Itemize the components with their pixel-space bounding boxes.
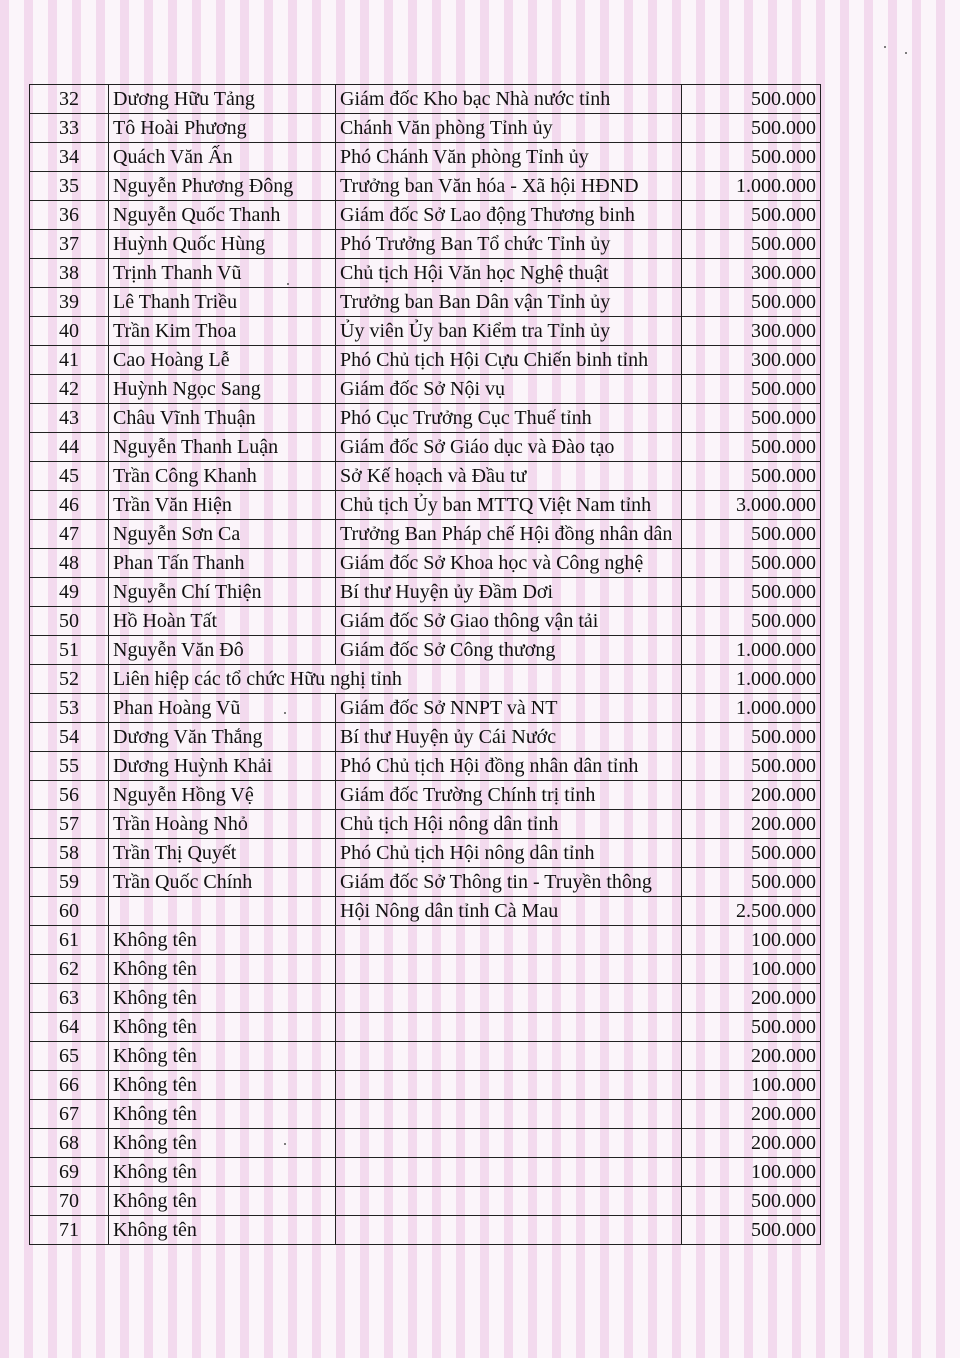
donation-amount: 100.000 [682, 1158, 821, 1187]
table-row [30, 984, 821, 1013]
donor-name: Phan Tấn Thanh [109, 549, 336, 578]
table-row [30, 491, 821, 520]
donation-amount: 300.000 [682, 259, 821, 288]
donor-name: Nguyễn Sơn Ca [109, 520, 336, 549]
row-number: 34 [30, 143, 109, 172]
row-number: 70 [30, 1187, 109, 1216]
donation-amount: 500.000 [682, 114, 821, 143]
table-row [30, 1042, 821, 1071]
donor-name: Không tên [109, 984, 336, 1013]
donation-amount: 500.000 [682, 723, 821, 752]
donor-name: Không tên [109, 926, 336, 955]
table-row [30, 1216, 821, 1245]
donor-name: Huỳnh Quốc Hùng [109, 230, 336, 259]
donor-name: Châu Vĩnh Thuận [109, 404, 336, 433]
donor-name: Không tên [109, 955, 336, 984]
donor-position: Ủy viên Ủy ban Kiểm tra Tỉnh ủy [336, 317, 682, 346]
row-number: 38 [30, 259, 109, 288]
table-row [30, 85, 821, 114]
table-row [30, 404, 821, 433]
row-number: 40 [30, 317, 109, 346]
donor-name: Trần Thị Quyết [109, 839, 336, 868]
donor-name: Nguyễn Chí Thiện [109, 578, 336, 607]
donation-table [29, 84, 821, 1245]
donation-amount: 500.000 [682, 288, 821, 317]
table-row [30, 578, 821, 607]
donor-position: Trưởng ban Văn hóa - Xã hội HĐND [336, 172, 682, 201]
donor-position: Hội Nông dân tỉnh Cà Mau [336, 897, 682, 926]
donor-position: Giám đốc Sở Thông tin - Truyền thông [336, 868, 682, 897]
donation-amount: 200.000 [682, 810, 821, 839]
table-row [30, 1187, 821, 1216]
donation-amount: 100.000 [682, 1071, 821, 1100]
donation-amount: 500.000 [682, 1216, 821, 1245]
donation-amount: 300.000 [682, 317, 821, 346]
donor-position: Phó Chủ tịch Hội đồng nhân dân tỉnh [336, 752, 682, 781]
row-number: 33 [30, 114, 109, 143]
donation-amount: 500.000 [682, 752, 821, 781]
donor-name: Trần Kim Thoa [109, 317, 336, 346]
donor-position: Giám đốc Sở Nội vụ [336, 375, 682, 404]
table-row [30, 375, 821, 404]
donation-amount: 500.000 [682, 143, 821, 172]
row-number: 54 [30, 723, 109, 752]
table-row [30, 752, 821, 781]
donation-amount: 500.000 [682, 230, 821, 259]
row-number: 49 [30, 578, 109, 607]
donor-name: Dương Hữu Tảng [109, 85, 336, 114]
donation-amount: 500.000 [682, 462, 821, 491]
row-number: 48 [30, 549, 109, 578]
table-row [30, 1071, 821, 1100]
donor-position [336, 1042, 682, 1071]
donation-amount: 500.000 [682, 1013, 821, 1042]
table-row [30, 1013, 821, 1042]
table-row [30, 1129, 821, 1158]
donor-position: Phó Cục Trưởng Cục Thuế tỉnh [336, 404, 682, 433]
donor-position [336, 1100, 682, 1129]
donor-name: Lê Thanh Triều [109, 288, 336, 317]
donor-position: Trưởng Ban Pháp chế Hội đồng nhân dân [336, 520, 682, 549]
donor-name: Dương Văn Thắng [109, 723, 336, 752]
donor-name: Không tên [109, 1100, 336, 1129]
donation-amount: 500.000 [682, 520, 821, 549]
table-row [30, 201, 821, 230]
donor-name: Nguyễn Phương Đông [109, 172, 336, 201]
table-row [30, 926, 821, 955]
table-row [30, 143, 821, 172]
donor-position: Giám đốc Sở Giao thông vận tải [336, 607, 682, 636]
donor-name: Trần Hoàng Nhỏ [109, 810, 336, 839]
donor-position: Giám đốc Trường Chính trị tỉnh [336, 781, 682, 810]
table-row [30, 259, 821, 288]
table-row [30, 433, 821, 462]
donor-name: Trần Công Khanh [109, 462, 336, 491]
donation-amount: 500.000 [682, 839, 821, 868]
donor-position: Chủ tịch Ủy ban MTTQ Việt Nam tỉnh [336, 491, 682, 520]
row-number: 63 [30, 984, 109, 1013]
donor-position: Chủ tịch Hội nông dân tỉnh [336, 810, 682, 839]
row-number: 59 [30, 868, 109, 897]
row-number: 69 [30, 1158, 109, 1187]
donor-position: Trưởng ban Ban Dân vận Tỉnh ủy [336, 288, 682, 317]
donor-name: Quách Văn Ấn [109, 143, 336, 172]
donor-name: Tô Hoài Phương [109, 114, 336, 143]
donation-amount: 2.500.000 [682, 897, 821, 926]
row-number: 67 [30, 1100, 109, 1129]
donor-position [336, 1071, 682, 1100]
table-row [30, 230, 821, 259]
row-number: 55 [30, 752, 109, 781]
donor-name: Nguyễn Hồng Vệ [109, 781, 336, 810]
donor-name: Nguyễn Văn Đô [109, 636, 336, 665]
donor-position: Phó Trưởng Ban Tổ chức Tỉnh ủy [336, 230, 682, 259]
row-number: 44 [30, 433, 109, 462]
donation-amount: 500.000 [682, 607, 821, 636]
row-number: 36 [30, 201, 109, 230]
row-number: 46 [30, 491, 109, 520]
donation-amount: 500.000 [682, 375, 821, 404]
row-number: 62 [30, 955, 109, 984]
table-row [30, 955, 821, 984]
donor-name: Không tên [109, 1013, 336, 1042]
donor-position [336, 984, 682, 1013]
table-row [30, 723, 821, 752]
donor-position: Chủ tịch Hội Văn học Nghệ thuật [336, 259, 682, 288]
donation-amount: 500.000 [682, 201, 821, 230]
row-number: 71 [30, 1216, 109, 1245]
table-row [30, 317, 821, 346]
row-number: 57 [30, 810, 109, 839]
donor-name: Trịnh Thanh Vũ [109, 259, 336, 288]
scan-speck [884, 46, 886, 48]
donor-name: Không tên [109, 1042, 336, 1071]
table-row [30, 839, 821, 868]
table-body [30, 85, 821, 1245]
donation-amount: 1.000.000 [682, 636, 821, 665]
donor-name: Trần Văn Hiện [109, 491, 336, 520]
donor-position [336, 926, 682, 955]
donor-position: Giám đốc Sở Lao động Thương binh [336, 201, 682, 230]
donation-amount: 1.000.000 [682, 665, 821, 694]
table-row [30, 462, 821, 491]
organization-name: Liên hiệp các tổ chức Hữu nghị tỉnh [109, 665, 682, 694]
row-number: 45 [30, 462, 109, 491]
row-number: 58 [30, 839, 109, 868]
donation-amount: 200.000 [682, 1129, 821, 1158]
donor-name: Không tên [109, 1071, 336, 1100]
donor-position: Giám đốc Sở NNPT và NT [336, 694, 682, 723]
donation-amount: 300.000 [682, 346, 821, 375]
donor-position [336, 1158, 682, 1187]
donor-name: Phan Hoàng Vũ [109, 694, 336, 723]
donation-amount: 200.000 [682, 984, 821, 1013]
table-row [30, 172, 821, 201]
row-number: 68 [30, 1129, 109, 1158]
row-number: 32 [30, 85, 109, 114]
donor-name: Cao Hoàng Lễ [109, 346, 336, 375]
row-number: 65 [30, 1042, 109, 1071]
row-number: 47 [30, 520, 109, 549]
donation-amount: 500.000 [682, 549, 821, 578]
donation-amount: 500.000 [682, 85, 821, 114]
donor-name: Nguyễn Thanh Luận [109, 433, 336, 462]
donor-position: Giám đốc Sở Công thương [336, 636, 682, 665]
table-row [30, 114, 821, 143]
donor-name: Dương Huỳnh Khải [109, 752, 336, 781]
donor-name [109, 897, 336, 926]
donor-position: Chánh Văn phòng Tỉnh ủy [336, 114, 682, 143]
donation-amount: 200.000 [682, 1100, 821, 1129]
row-number: 52 [30, 665, 109, 694]
donation-amount: 200.000 [682, 781, 821, 810]
table-row [30, 665, 821, 694]
donor-position [336, 1216, 682, 1245]
table-row [30, 781, 821, 810]
table-row [30, 1100, 821, 1129]
table-row [30, 694, 821, 723]
donor-position [336, 1187, 682, 1216]
donation-amount: 500.000 [682, 404, 821, 433]
donor-position [336, 1129, 682, 1158]
donation-amount: 500.000 [682, 578, 821, 607]
donation-amount: 100.000 [682, 955, 821, 984]
donor-position [336, 955, 682, 984]
donor-position: Phó Chủ tịch Hội Cựu Chiến binh tỉnh [336, 346, 682, 375]
row-number: 60 [30, 897, 109, 926]
row-number: 56 [30, 781, 109, 810]
row-number: 43 [30, 404, 109, 433]
donor-position: Bí thư Huyện ủy Cái Nước [336, 723, 682, 752]
row-number: 53 [30, 694, 109, 723]
donation-amount: 1.000.000 [682, 172, 821, 201]
table-row [30, 897, 821, 926]
table-row [30, 636, 821, 665]
donor-name: Hồ Hoàn Tất [109, 607, 336, 636]
donation-amount: 100.000 [682, 926, 821, 955]
donor-position: Giám đốc Sở Khoa học và Công nghệ [336, 549, 682, 578]
table-row [30, 810, 821, 839]
table-row [30, 346, 821, 375]
table-row [30, 868, 821, 897]
row-number: 51 [30, 636, 109, 665]
donation-amount: 3.000.000 [682, 491, 821, 520]
donor-name: Nguyễn Quốc Thanh [109, 201, 336, 230]
donor-position: Giám đốc Sở Giáo dục và Đào tạo [336, 433, 682, 462]
donation-amount: 500.000 [682, 1187, 821, 1216]
donor-position: Giám đốc Kho bạc Nhà nước tỉnh [336, 85, 682, 114]
row-number: 61 [30, 926, 109, 955]
donor-name: Huỳnh Ngọc Sang [109, 375, 336, 404]
row-number: 66 [30, 1071, 109, 1100]
table-row [30, 549, 821, 578]
donor-name: Không tên [109, 1216, 336, 1245]
scan-speck [905, 52, 907, 54]
row-number: 41 [30, 346, 109, 375]
row-number: 64 [30, 1013, 109, 1042]
donor-name: Trần Quốc Chính [109, 868, 336, 897]
donor-position: Bí thư Huyện ủy Đầm Dơi [336, 578, 682, 607]
table-row [30, 288, 821, 317]
donation-amount: 200.000 [682, 1042, 821, 1071]
donor-position [336, 1013, 682, 1042]
donor-position: Phó Chủ tịch Hội nông dân tỉnh [336, 839, 682, 868]
donation-amount: 500.000 [682, 433, 821, 462]
donation-amount: 500.000 [682, 868, 821, 897]
donor-name: Không tên [109, 1129, 336, 1158]
row-number: 50 [30, 607, 109, 636]
table-row [30, 1158, 821, 1187]
donor-position: Phó Chánh Văn phòng Tỉnh ủy [336, 143, 682, 172]
row-number: 35 [30, 172, 109, 201]
donor-position: Sở Kế hoạch và Đầu tư [336, 462, 682, 491]
row-number: 42 [30, 375, 109, 404]
donor-name: Không tên [109, 1158, 336, 1187]
row-number: 37 [30, 230, 109, 259]
table-row [30, 607, 821, 636]
table-row [30, 520, 821, 549]
row-number: 39 [30, 288, 109, 317]
donor-name: Không tên [109, 1187, 336, 1216]
donation-amount: 1.000.000 [682, 694, 821, 723]
